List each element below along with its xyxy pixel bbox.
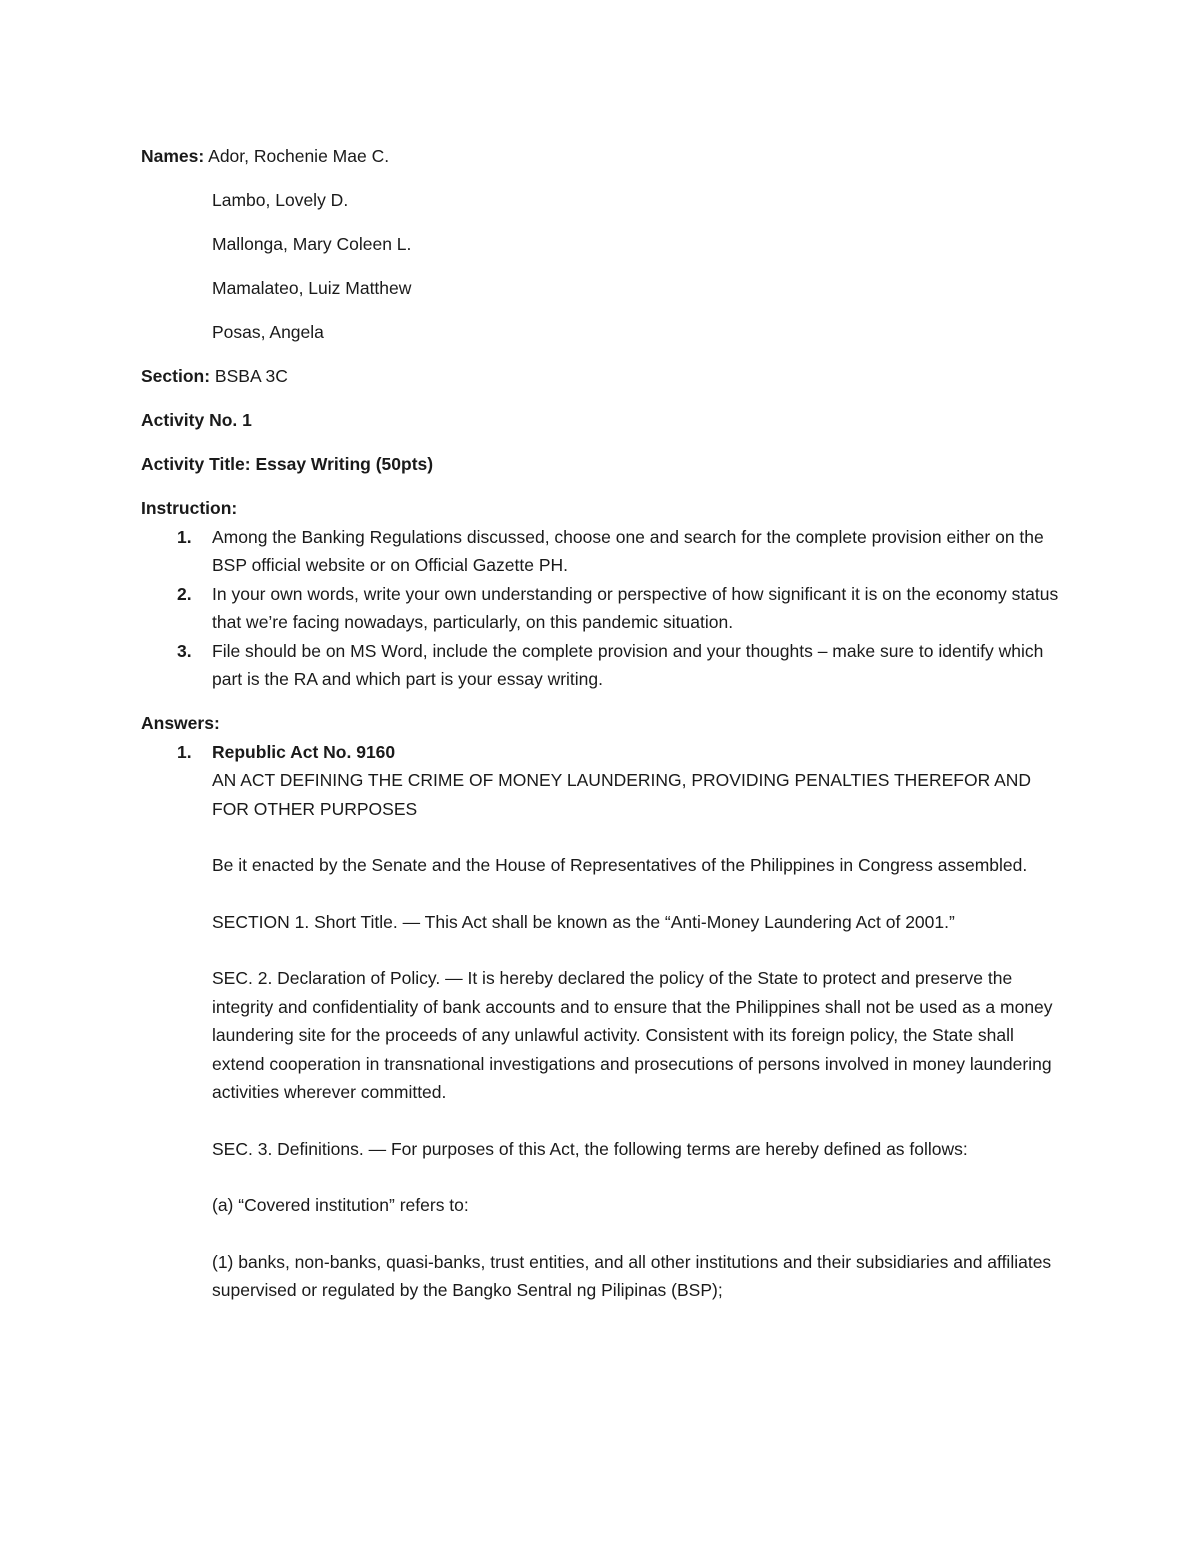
activity-title-line bbox=[141, 450, 1061, 479]
names-label: Names: bbox=[141, 146, 205, 166]
section-3a1-paragraph: (1) banks, non-banks, quasi-banks, trust entities, and all other institutions and their subsidiaries and affiliates supervised or regulated by the Bangko Sentral ng Pilipinas (BSP); bbox=[212, 1251, 1052, 1300]
names-line bbox=[141, 142, 1061, 171]
section-1-paragraph: SECTION 1. Short Title. — This Act shall be known as the “Anti-Money Laundering Act of 2001.” bbox=[212, 911, 955, 932]
list-item-text: File should be on MS Word, include the complete provision and your thoughts – make sure to identify which part is the RA and which part is your essay writing. bbox=[212, 640, 1044, 689]
list-item-text: In your own words, write your own understanding or perspective of how significant it is on the economy status that we’re facing nowadays, particularly, on this pandemic situation. bbox=[212, 583, 1059, 632]
ra-subtitle: AN ACT DEFINING THE CRIME OF MONEY LAUNDERING, PROVIDING PENALTIES THEREFOR AND FOR OTHER PURPOSES bbox=[212, 770, 1032, 819]
activity-number: Activity No. 1 bbox=[141, 410, 252, 430]
section-3-paragraph: SEC. 3. Definitions. — For purposes of this Act, the following terms are hereby defined as follows: bbox=[212, 1138, 968, 1159]
list-item bbox=[141, 738, 1061, 1305]
answers-heading: Answers: bbox=[141, 713, 220, 733]
list-item bbox=[141, 523, 1061, 580]
list-number: 1. bbox=[177, 741, 192, 762]
document-page bbox=[141, 142, 1061, 1305]
section-value: BSBA 3C bbox=[214, 366, 288, 386]
name-entry: Mallonga, Mary Coleen L. bbox=[212, 234, 412, 254]
activity-title-label: Activity Title: bbox=[141, 454, 251, 474]
name-entry: Lambo, Lovely D. bbox=[212, 190, 349, 210]
instruction-list bbox=[141, 523, 1061, 694]
section-2-paragraph: SEC. 2. Declaration of Policy. — It is hereby declared the policy of the State to protect and preserve the integrity and confidentiality of bank accounts and to ensure that the Philippines shall not be used as a money laundering site for the proceeds of any unlawful activity. Consistent with its foreign policy, the State shall extend cooperation in transnational investigations and prosecutions of persons involved in money laundering activities wherever committed. bbox=[212, 968, 1053, 1102]
list-item bbox=[141, 637, 1061, 694]
instruction-heading: Instruction: bbox=[141, 498, 238, 518]
list-number: 1. bbox=[177, 526, 192, 547]
section-line bbox=[141, 362, 1061, 391]
activity-title-value: Essay Writing (50pts) bbox=[255, 454, 434, 474]
name-entry: Posas, Angela bbox=[212, 322, 324, 342]
list-number: 2. bbox=[177, 583, 192, 604]
section-3a-paragraph: (a) “Covered institution” refers to: bbox=[212, 1195, 469, 1215]
list-number: 3. bbox=[177, 640, 192, 661]
section-label: Section: bbox=[141, 366, 211, 386]
list-item bbox=[141, 580, 1061, 637]
name-entry: Ador, Rochenie Mae C. bbox=[208, 146, 390, 166]
enacting-clause: Be it enacted by the Senate and the House of Representatives of the Philippines in Congress assembled. bbox=[212, 855, 1028, 875]
name-entry: Mamalateo, Luiz Matthew bbox=[212, 278, 412, 298]
answers-list bbox=[141, 738, 1061, 1305]
list-item-text: Among the Banking Regulations discussed, choose one and search for the complete provision either on the BSP official website or on Official Gazette PH. bbox=[212, 526, 1044, 575]
ra-title: Republic Act No. 9160 bbox=[212, 741, 396, 762]
